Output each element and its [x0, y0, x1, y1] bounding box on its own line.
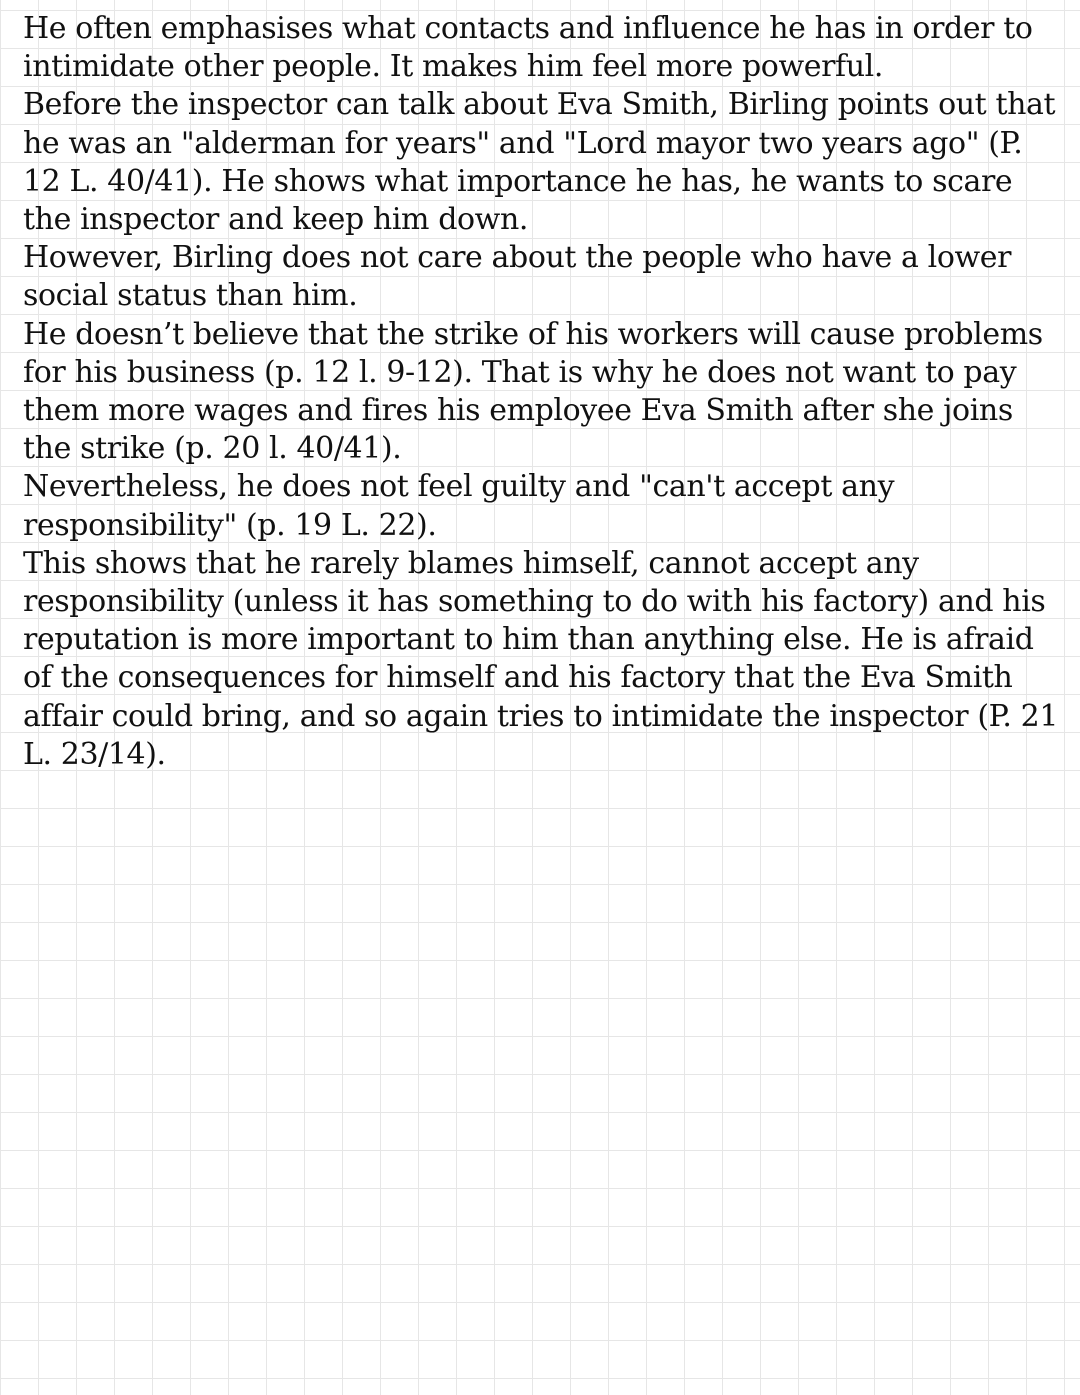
paragraph-social-status: However, Birling does not care about the people who have a lower social status than him. [23, 240, 1012, 314]
paragraph-intimidation: He often emphasises what contacts and influence he has in order to intimidate other people. It makes him feel more powerful. [23, 11, 1033, 85]
note-body [23, 10, 1063, 774]
paragraph-alderman-quote: Before the inspector can talk about Eva Smith, Birling points out that he was an "alderman for years" and "Lord mayor two years ago" (P. 12 L. 40/41). He shows what importance he has, he wants to scare the inspector and keep him down. [23, 87, 1056, 238]
paragraph-strike: He doesn’t believe that the strike of his workers will cause problems for his business (p. 12 l. 9-12). That is why he does not want to pay them more wages and fires his employee Eva Smith after she joins the strike (p. 20 l. 40/41). [23, 316, 1043, 467]
paragraph-conclusion: This shows that he rarely blames himself, cannot accept any responsibility (unless it has something to do with his factory) and his reputation is more important to him than anything else. He is afraid of the consequences for himself and his factory that the Eva Smith affair could bring, and so again tries to intimidate the inspector (P. 21 L. 23/14). [23, 545, 1059, 772]
paragraph-responsibility-quote: Nevertheless, he does not feel guilty and "can't accept any responsibility" (p. 19 L. 22). [23, 469, 895, 543]
